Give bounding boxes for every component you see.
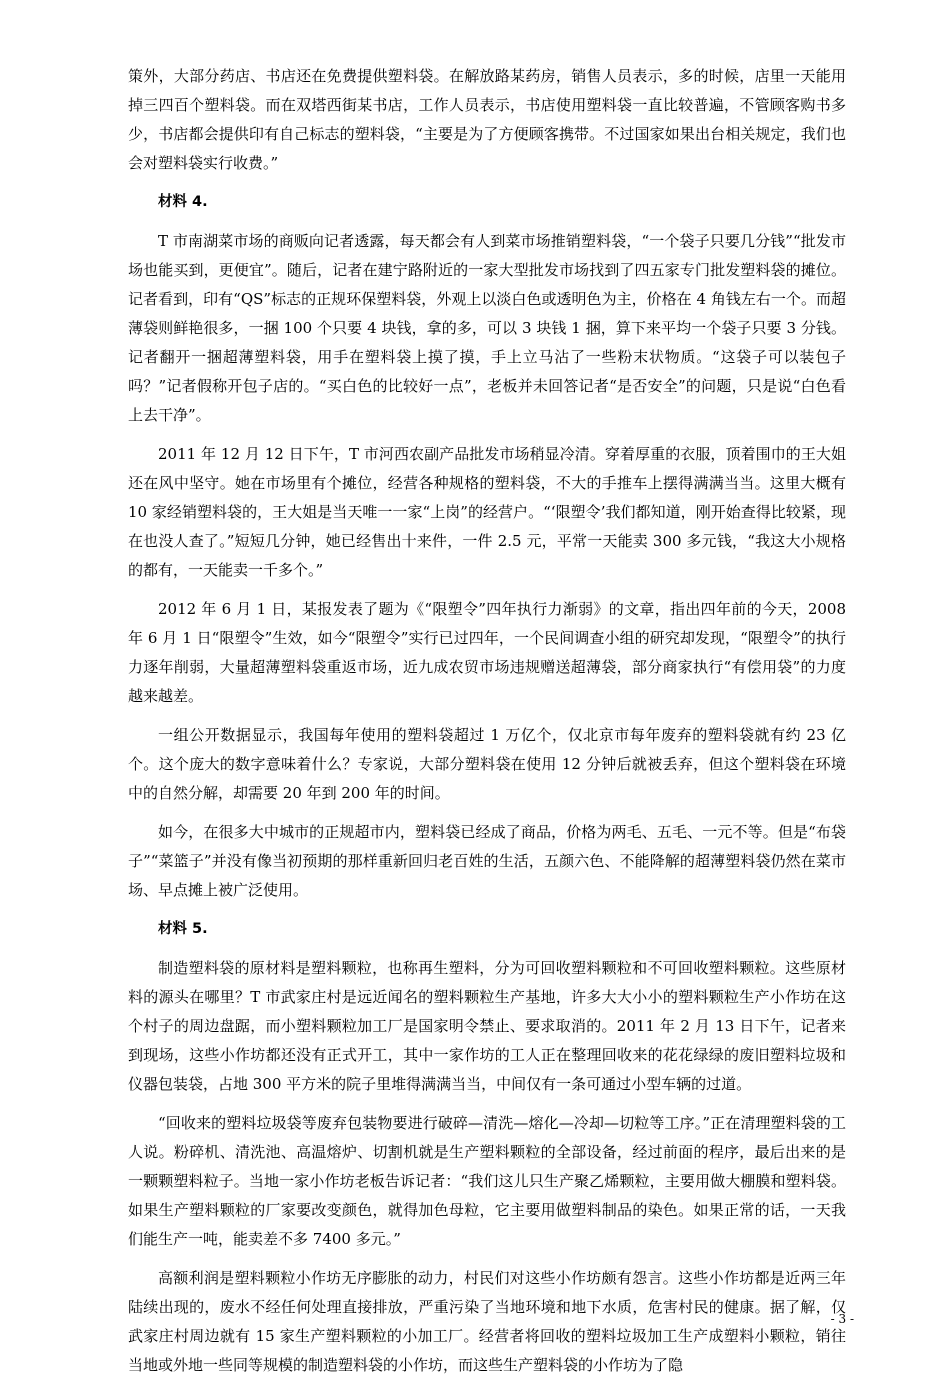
material-5-paragraph-1: 制造塑料袋的原材料是塑料颗粒，也称再生塑料，分为可回收塑料颗粒和不可回收塑料颗粒。这些原材料的源头在哪里？T 市武家庄村是远近闻名的塑料颗粒生产基地，许多大大小小的塑料颗粒生产小作坊在这个村子的周边盘踞，而小塑料颗粒加工厂是国家明令禁止、要求取消的。2011 年 2 月 13 日下午，记者来到现场，这些小作坊都还没有正式开工，其中一家作坊的工人正在整理回收来的花花绿绿的废旧塑料垃圾和仪器包装袋，占地 300 平方米的院子里堆得满满当当，中间仅有一条可通过小型车辆的过道。 — [128, 959, 846, 1093]
material-5-paragraph-2: “回收来的塑料垃圾袋等废弃包装物要进行破碎—清洗—熔化—冷却—切粒等工序。”正在清理塑料袋的工人说。粉碎机、清洗池、高温熔炉、切割机就是生产塑料颗粒的全部设备，经过前面的程序，最后出来的是一颗颗塑料粒子。当地一家小作坊老板告诉记者：“我们这儿只生产聚乙烯颗粒，主要用做大棚膜和塑料袋。如果生产塑料颗粒的厂家要改变颜色，就得加色母粒，它主要用做塑料制品的染色。如果正常的话，一天我们能生产一吨，能卖差不多 7400 多元。” — [128, 1114, 846, 1248]
material-4-paragraph-1: T 市南湖菜市场的商贩向记者透露，每天都会有人到菜市场推销塑料袋，“一个袋子只要几分钱”“批发市场也能买到，更便宜”。随后，记者在建宁路附近的一家大型批发市场找到了四五家专门批发塑料袋的摊位。记者看到，印有“QS”标志的正规环保塑料袋，外观上以淡白色或透明色为主，价格在 4 角钱左右一个。而超薄袋则鲜艳很多，一捆 100 个只要 4 块钱，拿的多，可以 3 块钱 1 捆，算下来平均一个袋子只要 3 分钱。记者翻开一捆超薄塑料袋，用手在塑料袋上摸了摸，手上立马沾了一些粉末状物质。“这袋子可以装包子吗？”记者假称开包子店的。“买白色的比较好一点”，老板并未回答记者“是否安全”的问题，只是说“白色看上去干净”。 — [128, 232, 846, 424]
page-number: - 3 - — [830, 1312, 854, 1326]
material-4-paragraph-3: 2012 年 6 月 1 日，某报发表了题为《“限塑令”四年执行力渐弱》的文章，指出四年前的今天，2008 年 6 月 1 日“限塑令”生效，如今“限塑令”实行已过四年，一个民间调查小组的研究却发现，“限塑令”的执行力逐年削弱，大量超薄塑料袋重返市场，近九成农贸市场违规赠送超薄袋，部分商家执行“有偿用袋”的力度越来越差。 — [128, 600, 846, 705]
paragraph-continuation: 策外，大部分药店、书店还在免费提供塑料袋。在解放路某药房，销售人员表示，多的时候，店里一天能用掉三四百个塑料袋。而在双塔西街某书店，工作人员表示，书店使用塑料袋一直比较普遍，不管顾客购书多少，书店都会提供印有自己标志的塑料袋，“主要是为了方便顾客携带。不过国家如果出台相关规定，我们也会对塑料袋实行收费。” — [128, 67, 846, 172]
material-5-heading: 材料 5. — [158, 921, 208, 937]
material-4-heading: 材料 4. — [158, 194, 208, 210]
material-4-paragraph-2: 2011 年 12 月 12 日下午，T 市河西农副产品批发市场稍显冷清。穿着厚重的衣服，顶着围巾的王大姐还在风中坚守。她在市场里有个摊位，经营各种规格的塑料袋，不大的手推车上摆得满满当当。这里大概有 10 家经销塑料袋的，王大姐是当天唯一一家“上岗”的经营户。“‘限塑令’我们都知道，刚开始查得比较紧，现在也没人查了。”短短几分钟，她已经售出十来件，一件 2.5 元，平常一天能卖 300 多元钱，“我这大小规格的都有，一天能卖一千多个。” — [128, 445, 846, 579]
material-4-paragraph-4: 一组公开数据显示，我国每年使用的塑料袋超过 1 万亿个，仅北京市每年废弃的塑料袋就有约 23 亿个。这个庞大的数字意味着什么？专家说，大部分塑料袋在使用 12 分钟后就被丢弃，但这个塑料袋在环境中的自然分解，却需要 20 年到 200 年的时间。 — [128, 726, 846, 802]
material-5-paragraph-3: 高额利润是塑料颗粒小作坊无序膨胀的动力，村民们对这些小作坊颇有怨言。这些小作坊都是近两三年陆续出现的，废水不经任何处理直接排放，严重污染了当地环境和地下水质，危害村民的健康。据了解，仅武家庄村周边就有 15 家生产塑料颗粒的小加工厂。经营者将回收的塑料垃圾加工生产成塑料小颗粒，销往当地或外地一些同等规模的制造塑料袋的小作坊，而这些生产塑料袋的小作坊为了隐 — [128, 1269, 846, 1374]
material-4-paragraph-5: 如今，在很多大中城市的正规超市内，塑料袋已经成了商品，价格为两毛、五毛、一元不等。但是“布袋子”“菜篮子”并没有像当初预期的那样重新回归老百姓的生活，五颜六色、不能降解的超薄塑料袋仍然在菜市场、早点摊上被广泛使用。 — [128, 823, 846, 899]
